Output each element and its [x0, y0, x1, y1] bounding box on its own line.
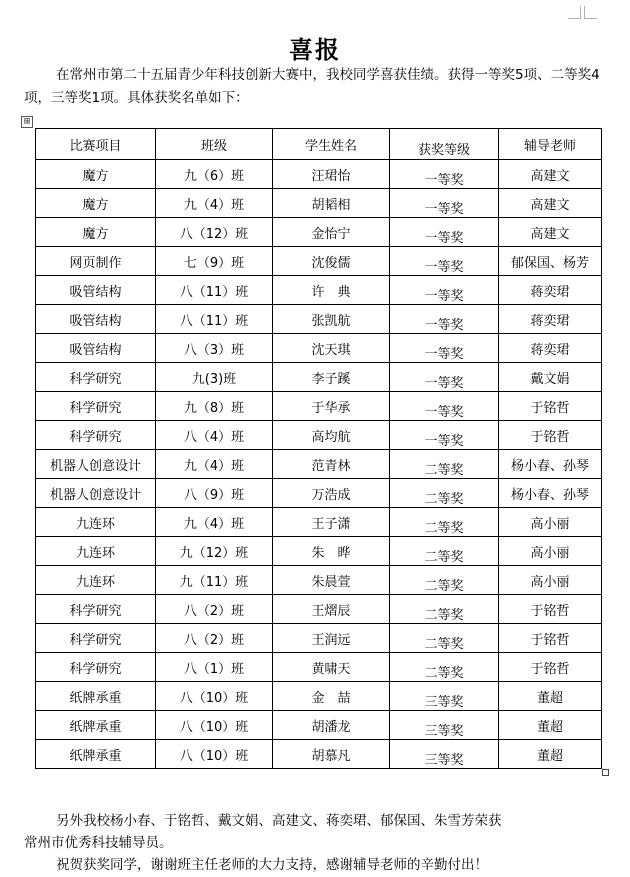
cell-class: 八（9）班	[156, 479, 273, 508]
cell-class: 八（10）班	[156, 740, 273, 769]
cell-advisor: 高建文	[499, 218, 602, 247]
cell-student: 汪珺怡	[273, 160, 390, 189]
cell-class: 九（4）班	[156, 189, 273, 218]
cell-award-level: 一等奖	[390, 363, 499, 392]
cell-class: 八（10）班	[156, 682, 273, 711]
cell-class: 八（10）班	[156, 711, 273, 740]
table-row	[36, 450, 602, 479]
cell-event: 魔方	[36, 160, 156, 189]
cell-award-level: 二等奖	[390, 508, 499, 537]
cell-class: 八（4）班	[156, 421, 273, 450]
cell-advisor: 蒋奕珺	[499, 334, 602, 363]
cell-advisor: 杨小春、孙琴	[499, 450, 602, 479]
cell-award-level: 二等奖	[390, 653, 499, 682]
page-margin-corner-left	[568, 6, 581, 19]
cell-class: 七（9）班	[156, 247, 273, 276]
cell-award-level: 二等奖	[390, 450, 499, 479]
cell-student: 金 喆	[273, 682, 390, 711]
cell-student: 王润远	[273, 624, 390, 653]
header-class: 班级	[156, 129, 273, 160]
cell-advisor: 高建文	[499, 189, 602, 218]
cell-event: 机器人创意设计	[36, 450, 156, 479]
cell-award-level: 二等奖	[390, 566, 499, 595]
cell-class: 八（2）班	[156, 595, 273, 624]
cell-student: 王子潇	[273, 508, 390, 537]
header-student: 学生姓名	[273, 129, 390, 160]
cell-class: 九（6）班	[156, 160, 273, 189]
cell-class: 八（1）班	[156, 653, 273, 682]
cell-award-level: 三等奖	[390, 682, 499, 711]
cell-student: 胡潘龙	[273, 711, 390, 740]
table-row	[36, 218, 602, 247]
table-row	[36, 421, 602, 450]
cell-student: 李子蹊	[273, 363, 390, 392]
cell-award-level: 一等奖	[390, 218, 499, 247]
cell-award-level: 三等奖	[390, 711, 499, 740]
table-row	[36, 740, 602, 769]
table-row	[36, 189, 602, 218]
cell-event: 纸牌承重	[36, 711, 156, 740]
cell-advisor: 戴文娟	[499, 363, 602, 392]
table-row	[36, 276, 602, 305]
table-row	[36, 392, 602, 421]
cell-student: 朱 晔	[273, 537, 390, 566]
cell-event: 纸牌承重	[36, 682, 156, 711]
table-row	[36, 595, 602, 624]
table-row	[36, 566, 602, 595]
table-row	[36, 160, 602, 189]
cell-student: 胡慕凡	[273, 740, 390, 769]
cell-advisor: 高小丽	[499, 537, 602, 566]
table-row	[36, 624, 602, 653]
cell-award-level: 二等奖	[390, 595, 499, 624]
table-row	[36, 363, 602, 392]
cell-award-level: 二等奖	[390, 537, 499, 566]
cell-award-level: 一等奖	[390, 334, 499, 363]
table-row	[36, 653, 602, 682]
cell-event: 魔方	[36, 189, 156, 218]
cell-class: 八（3）班	[156, 334, 273, 363]
cell-award-level: 二等奖	[390, 624, 499, 653]
cell-event: 科学研究	[36, 653, 156, 682]
cell-advisor: 蒋奕珺	[499, 276, 602, 305]
cell-advisor: 高建文	[499, 160, 602, 189]
cell-award-level: 一等奖	[390, 392, 499, 421]
cell-student: 朱晨萱	[273, 566, 390, 595]
advisors-honor-line-2: 常州市优秀科技辅导员。	[24, 835, 173, 851]
cell-award-level: 一等奖	[390, 189, 499, 218]
cell-event: 纸牌承重	[36, 740, 156, 769]
cell-advisor: 郁保国、杨芳	[499, 247, 602, 276]
cell-class: 九（8）班	[156, 392, 273, 421]
cell-student: 张凯航	[273, 305, 390, 334]
cell-class: 九(3)班	[156, 363, 273, 392]
cell-event: 科学研究	[36, 624, 156, 653]
cell-advisor: 于铭哲	[499, 624, 602, 653]
cell-award-level: 二等奖	[390, 479, 499, 508]
cell-event: 魔方	[36, 218, 156, 247]
header-advisor: 辅导老师	[499, 129, 602, 160]
cell-advisor: 于铭哲	[499, 595, 602, 624]
advisors-honor-line: 另外我校杨小春、于铭哲、戴文娟、高建文、蒋奕珺、郁保国、朱雪芳荣获	[56, 813, 502, 829]
cell-student: 沈天琪	[273, 334, 390, 363]
intro-paragraph: 在常州市第二十五届青少年科技创新大赛中，我校同学喜获佳绩。获得一等奖5项、二等奖4项，三等奖1项。具体获奖名单如下：	[24, 67, 600, 106]
cell-class: 八（11）班	[156, 305, 273, 334]
table-row	[36, 537, 602, 566]
cell-event: 吸管结构	[36, 334, 156, 363]
cell-event: 九连环	[36, 508, 156, 537]
table-header-row	[36, 129, 602, 160]
cell-advisor: 董超	[499, 682, 602, 711]
cell-event: 科学研究	[36, 392, 156, 421]
cell-event: 吸管结构	[36, 305, 156, 334]
cell-event: 科学研究	[36, 363, 156, 392]
header-award-level: 获奖等级	[390, 129, 499, 160]
cell-award-level: 一等奖	[390, 160, 499, 189]
cell-award-level: 一等奖	[390, 421, 499, 450]
cell-advisor: 董超	[499, 740, 602, 769]
cell-advisor: 于铭哲	[499, 421, 602, 450]
cell-advisor: 高小丽	[499, 508, 602, 537]
cell-award-level: 一等奖	[390, 247, 499, 276]
table-row	[36, 682, 602, 711]
cell-class: 八（2）班	[156, 624, 273, 653]
cell-award-level: 一等奖	[390, 276, 499, 305]
cell-student: 范青林	[273, 450, 390, 479]
header-event: 比赛项目	[36, 129, 156, 160]
cell-award-level: 一等奖	[390, 305, 499, 334]
table-row	[36, 479, 602, 508]
cell-class: 九（4）班	[156, 508, 273, 537]
cell-student: 高均航	[273, 421, 390, 450]
cell-student: 金怡宁	[273, 218, 390, 247]
cell-class: 九（11）班	[156, 566, 273, 595]
closing-text	[24, 810, 612, 876]
cell-class: 九（12）班	[156, 537, 273, 566]
cell-student: 胡韬相	[273, 189, 390, 218]
cell-event: 机器人创意设计	[36, 479, 156, 508]
cell-advisor: 杨小春、孙琴	[499, 479, 602, 508]
cell-award-level: 三等奖	[390, 740, 499, 769]
table-row	[36, 334, 602, 363]
cell-class: 八（11）班	[156, 276, 273, 305]
congratulations-line: 祝贺获奖同学，谢谢班主任老师的大力支持，感谢辅导老师的辛勤付出！	[56, 857, 488, 873]
cell-event: 九连环	[36, 537, 156, 566]
awards-table	[35, 128, 602, 769]
cell-student: 沈俊儒	[273, 247, 390, 276]
cell-class: 八（12）班	[156, 218, 273, 247]
table-move-handle-icon[interactable]: ⊞	[21, 116, 33, 128]
cell-event: 科学研究	[36, 421, 156, 450]
cell-class: 九（4）班	[156, 450, 273, 479]
table-row	[36, 508, 602, 537]
table-resize-handle[interactable]	[602, 769, 609, 776]
cell-advisor: 蒋奕珺	[499, 305, 602, 334]
table-row	[36, 305, 602, 334]
cell-student: 万浩成	[273, 479, 390, 508]
table-row	[36, 711, 602, 740]
cell-student: 王熠辰	[273, 595, 390, 624]
cell-event: 九连环	[36, 566, 156, 595]
cell-advisor: 董超	[499, 711, 602, 740]
cell-event: 吸管结构	[36, 276, 156, 305]
cell-advisor: 高小丽	[499, 566, 602, 595]
cell-student: 于华承	[273, 392, 390, 421]
cell-advisor: 于铭哲	[499, 392, 602, 421]
cell-event: 网页制作	[36, 247, 156, 276]
cell-student: 黄啸天	[273, 653, 390, 682]
page-margin-corner-right	[584, 6, 597, 19]
cell-event: 科学研究	[36, 595, 156, 624]
cell-advisor: 于铭哲	[499, 653, 602, 682]
document-title: 喜报	[289, 36, 341, 64]
table-row	[36, 247, 602, 276]
cell-student: 许 典	[273, 276, 390, 305]
